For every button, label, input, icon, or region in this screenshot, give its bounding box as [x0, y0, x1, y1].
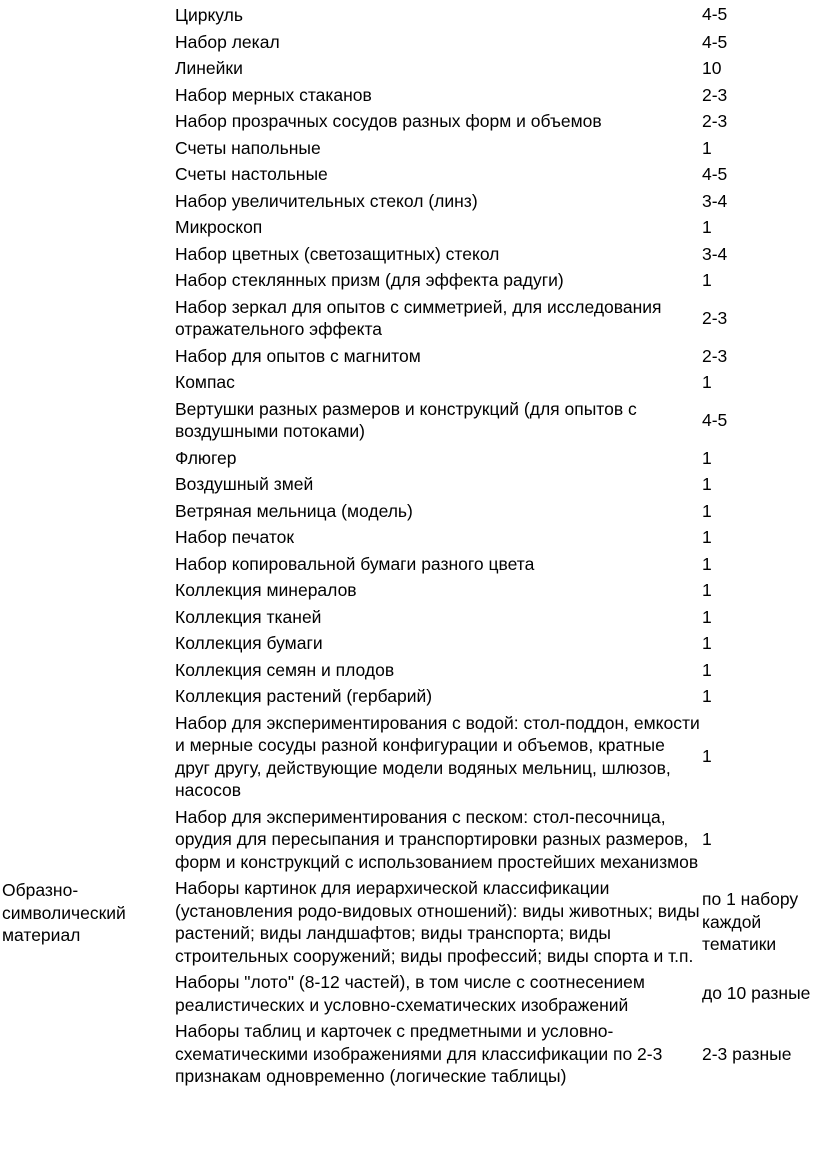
quantity-cell: 1 [702, 829, 712, 849]
category-cell: Образно-символический материал [2, 880, 126, 945]
quantity-cell: 1 [702, 270, 712, 290]
quantity-cell: 4-5 [702, 409, 728, 430]
quantity-cell: 2-3 [702, 307, 728, 328]
item-name-cell: Набор мерных стаканов [175, 84, 372, 105]
item-name-cell: Набор лекал [175, 31, 280, 52]
item-name-cell: Набор печаток [175, 527, 295, 547]
item-name-cell: Микроскоп [175, 217, 263, 237]
quantity-cell: 1 [702, 553, 712, 574]
category-cell [0, 804, 174, 876]
table-row [0, 471, 816, 498]
table-row [0, 396, 816, 445]
quantity-cell: 1 [702, 686, 712, 706]
table-row [0, 657, 816, 684]
item-name-cell: Набор цветных (светозащитных) стекол [175, 243, 500, 264]
item-name-cell: Набор для опытов с магнитом [175, 345, 421, 366]
item-name-cell: Счеты напольные [175, 137, 321, 158]
table-row [0, 498, 816, 525]
category-cell [0, 445, 174, 472]
category-cell [0, 82, 174, 109]
table-row [0, 0, 816, 29]
item-name-cell: Наборы картинок для иерархической классификации (установления родо-видовых отношений): виды животных; виды растений; виды ландшафтов; виды транспорта; виды строительных сооружений; виды профессий; виды спорта и т.п. [175, 878, 700, 966]
table-row [0, 214, 816, 241]
table-row [0, 241, 816, 268]
item-name-cell: Счеты настольные [175, 164, 328, 184]
quantity-cell: 4-5 [702, 31, 728, 52]
table-row [0, 445, 816, 472]
quantity-cell: 3-4 [702, 190, 728, 211]
item-name-cell: Набор копировальной бумаги разного цвета [175, 553, 535, 574]
table-row [0, 82, 816, 109]
category-cell [0, 471, 174, 498]
item-name-cell: Коллекция тканей [175, 606, 322, 627]
quantity-cell: 1 [702, 372, 712, 392]
quantity-cell: 2-3 [702, 345, 728, 366]
quantity-cell: 2-3 разные [702, 1043, 792, 1064]
table-row [0, 55, 816, 82]
item-name-cell: Линейки [175, 58, 243, 78]
category-cell [0, 267, 174, 294]
item-name-cell: Набор увеличительных стекол (линз) [175, 190, 478, 211]
category-cell [0, 241, 174, 268]
item-name-cell: Коллекция минералов [175, 580, 357, 600]
item-name-cell: Циркуль [175, 5, 244, 25]
category-cell [0, 630, 174, 657]
category-cell [0, 161, 174, 188]
quantity-cell: 1 [702, 474, 712, 494]
category-cell [0, 1018, 174, 1090]
item-name-cell: Наборы таблиц и карточек с предметными и условно-схематическими изображениями для классификации по 2-3 признакам одновременно (логические таблицы) [175, 1021, 663, 1086]
item-name-cell: Набор зеркал для опытов с симметрией, для исследования отражательного эффекта [175, 296, 662, 339]
quantity-cell: до 10 разные [702, 983, 811, 1004]
category-cell [0, 396, 174, 445]
item-name-cell: Наборы "лото" (8-12 частей), в том числе с соотнесением реалистических и условно-схематических изображений [175, 972, 645, 1015]
item-name-cell: Набор стеклянных призм (для эффекта радуги) [175, 270, 564, 290]
quantity-cell: 1 [702, 580, 712, 600]
quantity-cell: 1 [702, 606, 712, 627]
category-cell [0, 369, 174, 396]
table-row [0, 604, 816, 631]
table-row [0, 161, 816, 188]
quantity-cell: 1 [702, 633, 712, 653]
category-cell [0, 0, 174, 29]
category-cell [0, 657, 174, 684]
quantity-cell: 1 [702, 500, 712, 521]
category-cell [0, 577, 174, 604]
table-row [0, 875, 816, 969]
quantity-cell: 1 [702, 527, 712, 547]
quantity-cell: 10 [702, 58, 722, 78]
category-cell [0, 55, 174, 82]
table-row [0, 1018, 816, 1090]
item-name-cell: Ветряная мельница (модель) [175, 500, 413, 521]
table-row [0, 577, 816, 604]
quantity-cell: 1 [702, 659, 712, 680]
item-name-cell: Коллекция растений (гербарий) [175, 686, 433, 706]
category-cell [0, 108, 174, 135]
quantity-cell: 2-3 [702, 84, 728, 105]
table-row [0, 524, 816, 551]
quantity-cell: 1 [702, 746, 712, 767]
table-row [0, 369, 816, 396]
table-row [0, 294, 816, 343]
quantity-cell: по 1 набору каждой тематики [702, 889, 799, 955]
category-cell [0, 343, 174, 370]
item-name-cell: Флюгер [175, 447, 237, 468]
quantity-cell: 1 [702, 137, 712, 158]
item-name-cell: Набор для экспериментирования с водой: стол-поддон, емкости и мерные сосуды разной конфигурации и объемов, кратные друг другу, действующие модели водяных мельниц, шлюзов, насосов [175, 712, 700, 800]
table-row [0, 29, 816, 56]
category-cell [0, 524, 174, 551]
table-row [0, 188, 816, 215]
category-cell [0, 214, 174, 241]
category-cell [0, 188, 174, 215]
table-row [0, 267, 816, 294]
category-cell [0, 710, 174, 804]
item-name-cell: Коллекция семян и плодов [175, 659, 395, 680]
category-cell [0, 683, 174, 710]
table-row [0, 804, 816, 876]
item-name-cell: Коллекция бумаги [175, 633, 323, 653]
table-row [0, 630, 816, 657]
table-row [0, 343, 816, 370]
item-name-cell: Воздушный змей [175, 474, 314, 494]
category-cell [0, 498, 174, 525]
table-row [0, 551, 816, 578]
category-cell [0, 551, 174, 578]
item-name-cell: Компас [175, 372, 235, 392]
item-name-cell: Набор прозрачных сосудов разных форм и объемов [175, 111, 602, 131]
quantity-cell: 3-4 [702, 243, 728, 264]
item-name-cell: Набор для экспериментирования с песком: стол-песочница, орудия для пересыпания и транспортировки разных размеров, форм и конструкций с использованием простейших механизмов [175, 806, 699, 872]
table-row [0, 108, 816, 135]
table-row [0, 710, 816, 804]
table-row [0, 683, 816, 710]
category-cell [0, 135, 174, 162]
category-cell [0, 604, 174, 631]
quantity-cell: 1 [702, 217, 712, 237]
category-cell [0, 294, 174, 343]
table-row [0, 135, 816, 162]
quantity-cell: 4-5 [702, 164, 728, 184]
quantity-cell: 2-3 [702, 111, 728, 131]
category-cell [0, 29, 174, 56]
quantity-cell: 1 [702, 447, 712, 468]
item-name-cell: Вертушки разных размеров и конструкций (для опытов с воздушными потоками) [175, 398, 637, 441]
table-row [0, 969, 816, 1018]
quantity-cell: 4-5 [702, 4, 728, 24]
category-cell [0, 969, 174, 1018]
